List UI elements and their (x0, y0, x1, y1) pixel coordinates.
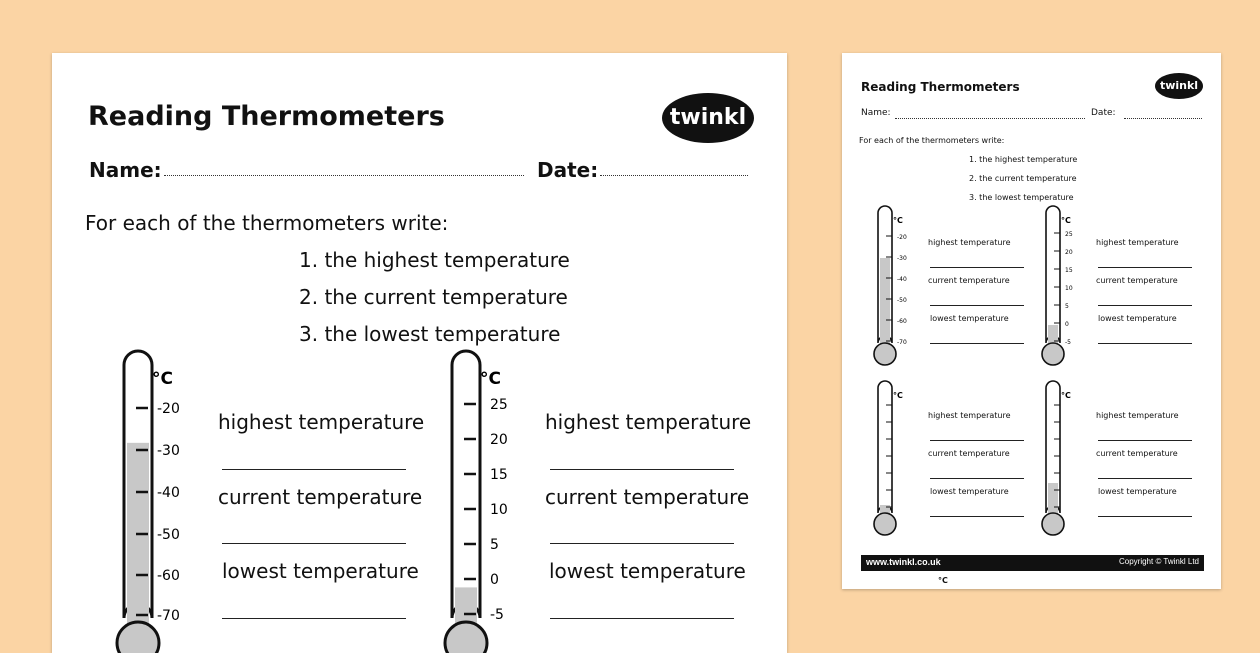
unit-label: °C (480, 369, 501, 389)
thermometer-preview-3 (874, 381, 903, 535)
answer-label-lowest: lowest temperature (1098, 314, 1177, 323)
answer-line[interactable] (550, 618, 734, 619)
answer-line[interactable] (930, 343, 1024, 344)
tick-label: 25 (1065, 231, 1073, 238)
answer-label-highest: highest temperature (1096, 411, 1179, 420)
twinkl-logo: twinkl (1155, 73, 1203, 99)
footer-copyright: Copyright © Twinkl Ltd (1118, 557, 1199, 566)
thermometer-tube (1046, 206, 1060, 343)
answer-label-highest: highest temperature (1096, 238, 1179, 247)
name-label: Name: (861, 108, 891, 118)
answer-label-current: current temperature (1096, 276, 1178, 285)
tick-label: -5 (1065, 339, 1071, 346)
task-item: 3. the lowest temperature (969, 193, 1074, 202)
tick-label: 10 (490, 502, 508, 518)
answer-label-highest: highest temperature (218, 410, 425, 434)
answer-label-highest: highest temperature (545, 410, 752, 434)
tick-label: -70 (157, 608, 180, 624)
answer-label-current: current temperature (218, 485, 423, 509)
worksheet-title: Reading Thermometers (88, 101, 445, 132)
answer-label-lowest: lowest temperature (930, 314, 1009, 323)
mercury-column (880, 258, 890, 353)
thermometer-preview-4 (1042, 381, 1071, 535)
twinkl-logo: twinkl (662, 93, 754, 143)
answer-line[interactable] (1098, 343, 1192, 344)
tick-label: -30 (897, 255, 907, 262)
footer-website[interactable]: www.twinkl.co.uk (866, 557, 941, 567)
thermometer-bulb (117, 622, 159, 653)
thermometer-bulb (874, 513, 896, 535)
instruction-text: For each of the thermometers write: (85, 211, 449, 235)
answer-label-lowest: lowest temperature (1098, 487, 1177, 496)
thermometer-bulb (874, 343, 896, 365)
task-item: 2. the current temperature (969, 174, 1077, 183)
tick-label: 15 (490, 467, 508, 483)
answer-line[interactable] (1098, 305, 1192, 306)
tick-label: -70 (897, 339, 907, 346)
tick-label: -20 (157, 401, 180, 417)
thermometer-bulb (1042, 513, 1064, 535)
answer-label-lowest: lowest temperature (930, 487, 1009, 496)
answer-line[interactable] (222, 618, 406, 619)
answer-line[interactable] (930, 305, 1024, 306)
tick-label: -5 (490, 607, 504, 623)
answer-label-lowest: lowest temperature (222, 559, 419, 583)
tick-label: 20 (1065, 249, 1073, 256)
answer-label-lowest: lowest temperature (549, 559, 746, 583)
worksheet-page-large (52, 53, 787, 653)
tick-label: 15 (1065, 267, 1073, 274)
tick-label: 0 (490, 572, 499, 588)
thermometer-1 (117, 351, 180, 653)
task-item: 3. the lowest temperature (299, 322, 561, 346)
answer-line[interactable] (1098, 440, 1192, 441)
tick-label: 5 (1065, 303, 1069, 310)
worksheet-footer (861, 555, 1204, 571)
answer-label-current: current temperature (928, 449, 1010, 458)
task-item: 2. the current temperature (299, 285, 568, 309)
tick-label: -30 (157, 443, 180, 459)
thermometer-bulb (1042, 343, 1064, 365)
instruction-text: For each of the thermometers write: (859, 136, 1005, 145)
answer-line[interactable] (222, 469, 406, 470)
answer-line[interactable] (930, 478, 1024, 479)
worksheet-page-preview (842, 53, 1221, 589)
answer-label-current: current temperature (928, 276, 1010, 285)
thermometer-preview-2 (1042, 206, 1073, 365)
tick-label: 10 (1065, 285, 1073, 292)
tick-label: -60 (157, 568, 180, 584)
unit-label: °C (893, 216, 903, 225)
worksheet-title: Reading Thermometers (861, 80, 1020, 94)
answer-line[interactable] (1098, 516, 1192, 517)
thermometer-bulb (445, 622, 487, 653)
tick-label: -50 (157, 527, 180, 543)
answer-line[interactable] (550, 543, 734, 544)
tick-label: 25 (490, 397, 508, 413)
answer-line[interactable] (930, 267, 1024, 268)
tick-label: 20 (490, 432, 508, 448)
task-item: 1. the highest temperature (969, 155, 1078, 164)
tick-label: -60 (897, 318, 907, 325)
answer-label-highest: highest temperature (928, 238, 1011, 247)
answer-line[interactable] (930, 440, 1024, 441)
unit-label: °C (893, 391, 903, 400)
task-item: 1. the highest temperature (299, 248, 570, 272)
answer-line[interactable] (222, 543, 406, 544)
answer-label-current: current temperature (545, 485, 750, 509)
unit-label: °C (152, 369, 173, 389)
thermometer-tube (878, 381, 892, 513)
date-label: Date: (537, 158, 599, 182)
thermometer-preview-1 (874, 206, 907, 365)
tick-label: -40 (157, 485, 180, 501)
answer-label-current: current temperature (1096, 449, 1178, 458)
unit-label: °C (1061, 391, 1071, 400)
name-label: Name: (89, 158, 162, 182)
date-label: Date: (1091, 108, 1116, 118)
thermometer-2 (445, 351, 508, 653)
answer-line[interactable] (550, 469, 734, 470)
unit-label: °C (1061, 216, 1071, 225)
tick-label: -50 (897, 297, 907, 304)
tick-label: -40 (897, 276, 907, 283)
tick-label: 5 (490, 537, 499, 553)
stray-unit-label: °C (938, 576, 948, 585)
answer-label-highest: highest temperature (928, 411, 1011, 420)
answer-line[interactable] (1098, 267, 1192, 268)
answer-line[interactable] (930, 516, 1024, 517)
answer-line[interactable] (1098, 478, 1192, 479)
tick-label: 0 (1065, 321, 1069, 328)
tick-label: -20 (897, 234, 907, 241)
